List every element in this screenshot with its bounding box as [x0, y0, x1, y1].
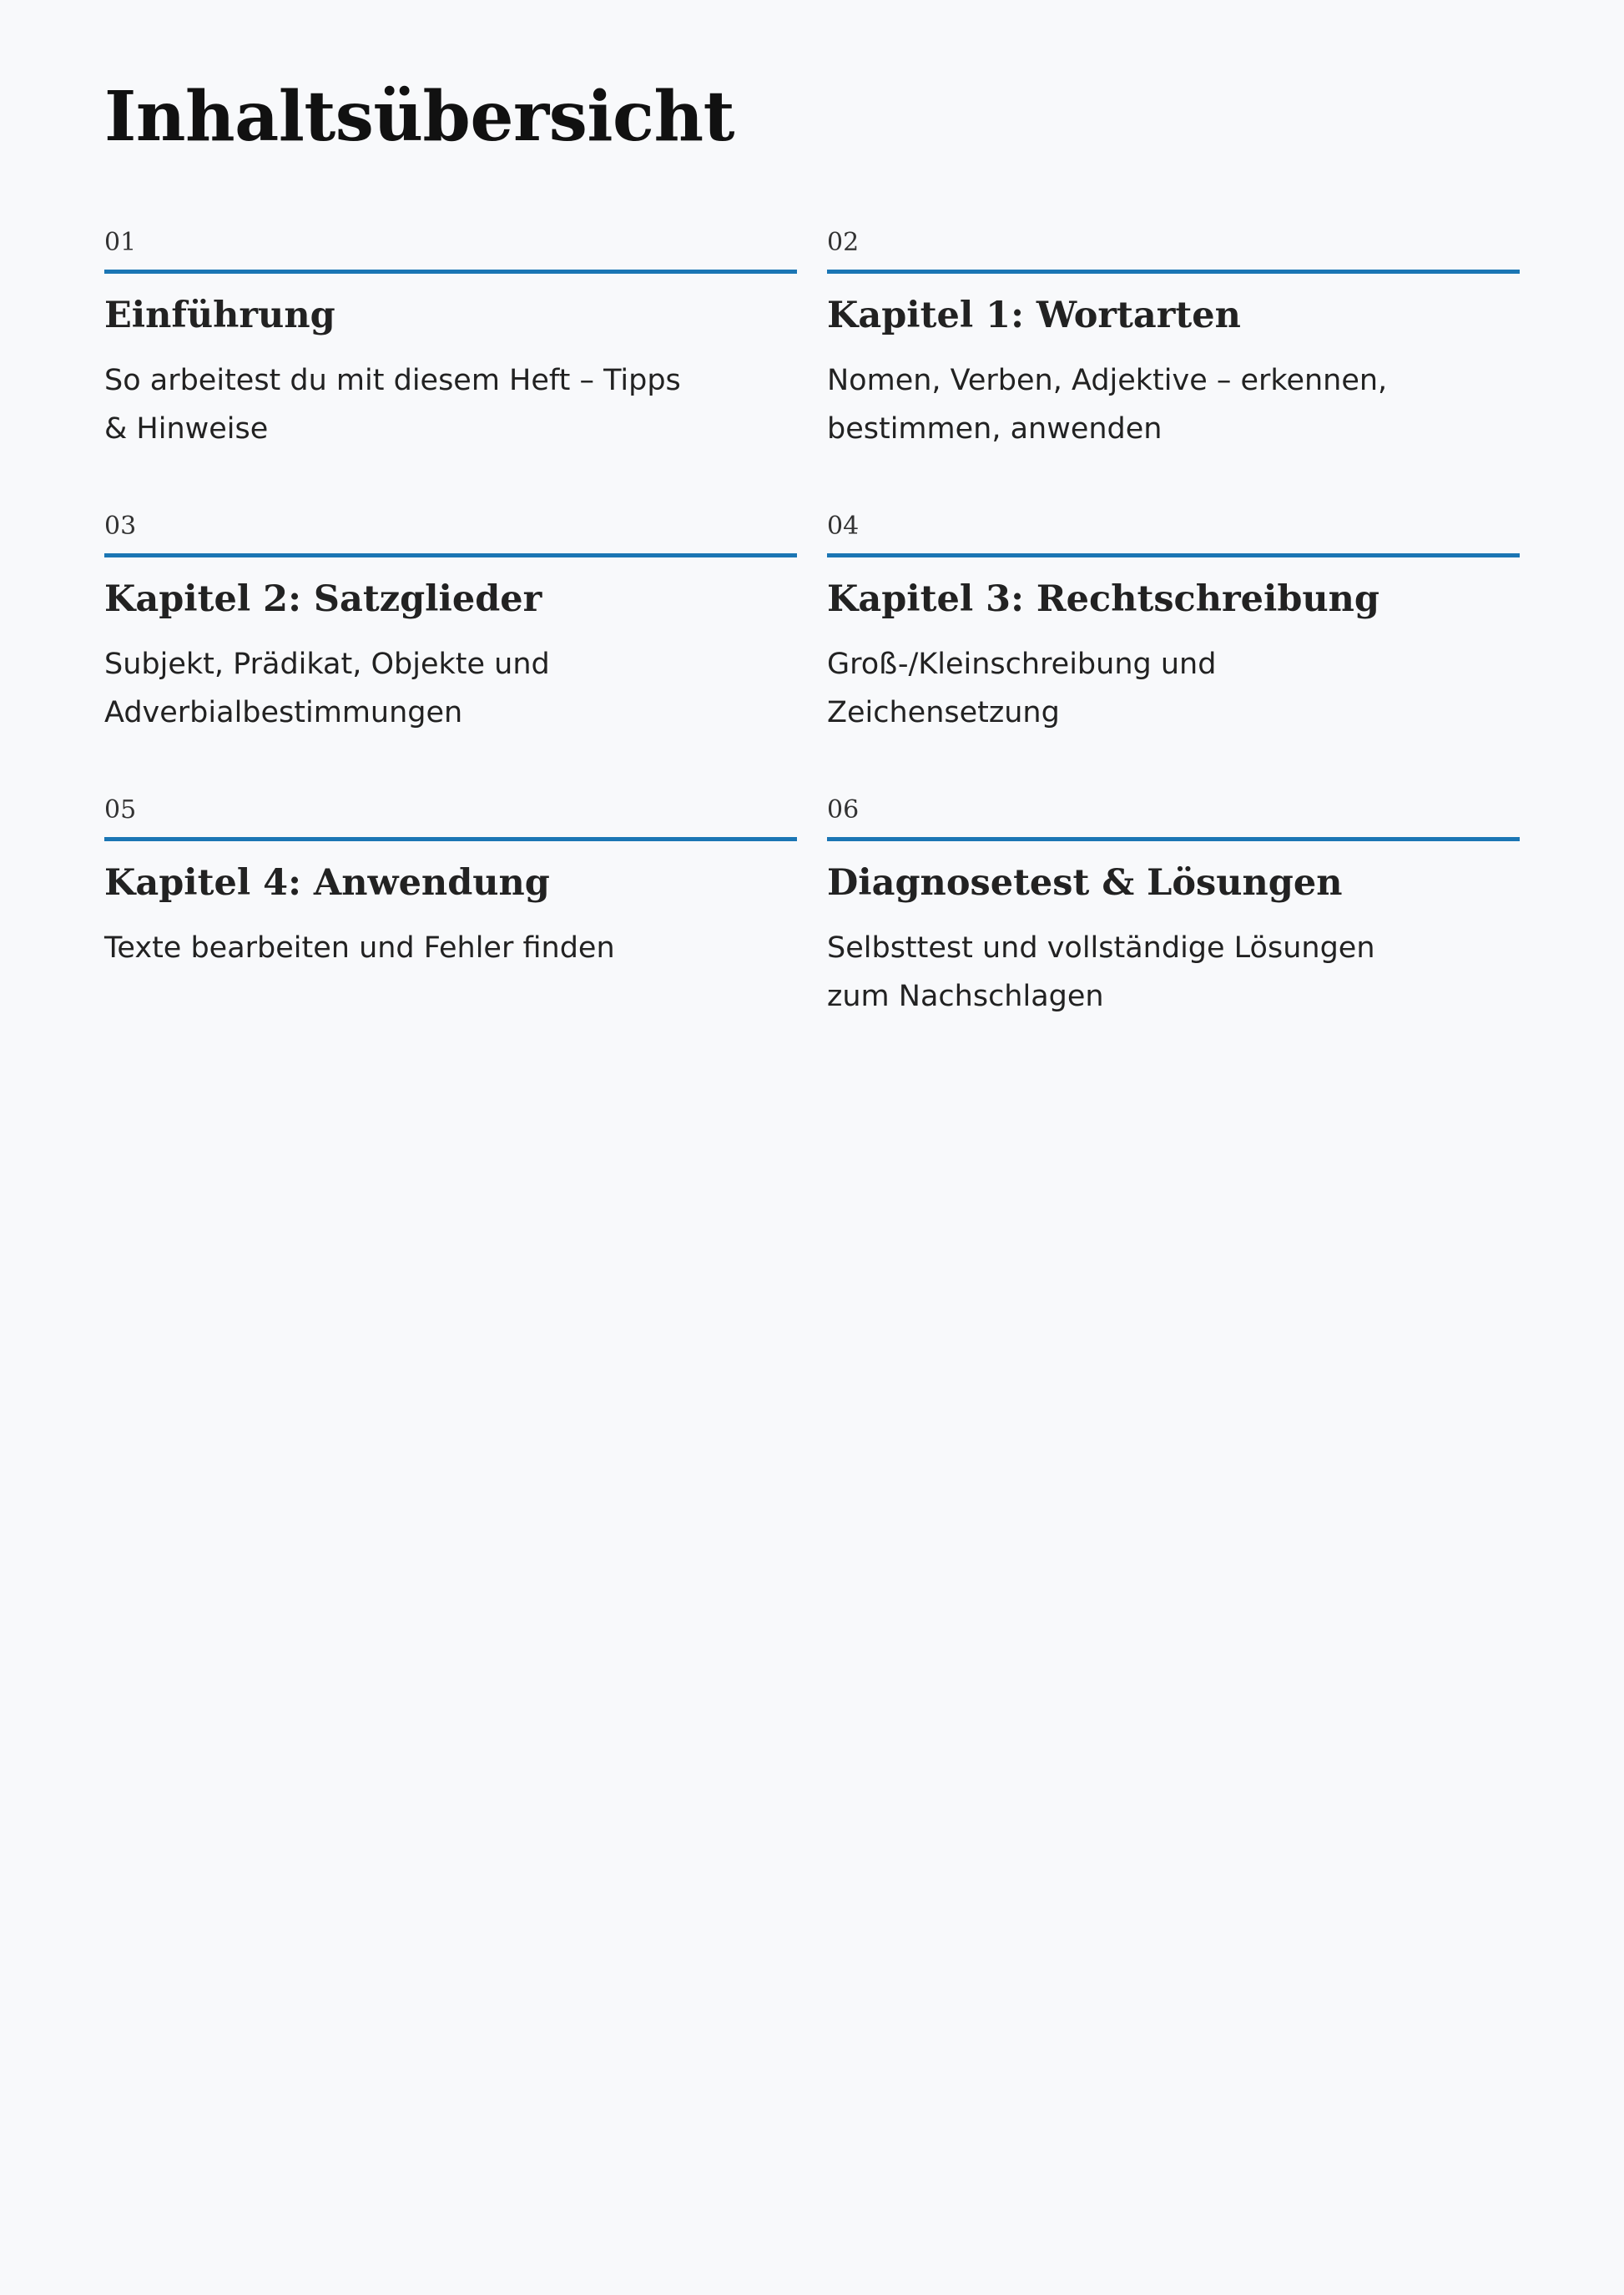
toc-entry-description: Subjekt, Prädikat, Objekte und Adverbialbestimmungen [104, 647, 550, 729]
toc-entry-number: 05 [104, 795, 797, 841]
toc-entry-05 [104, 795, 797, 1079]
toc-entry-03 [104, 512, 797, 795]
toc-entry-description: So arbeitest du mit diesem Heft – Tipps & Hinweise [104, 363, 681, 446]
table-of-contents [104, 228, 1520, 1079]
toc-entry-heading: Kapitel 4: Anwendung [104, 862, 550, 905]
toc-entry-01 [104, 228, 797, 512]
toc-entry-description: Texte bearbeiten und Fehler finden [104, 931, 615, 965]
toc-entry-number: 01 [104, 228, 797, 274]
document-page [104, 79, 1520, 1079]
toc-entry-heading: Kapitel 1: Wortarten [827, 295, 1241, 337]
toc-entry-heading: Kapitel 2: Satzglieder [104, 578, 542, 621]
toc-entry-heading: Diagnosetest & Lösungen [827, 862, 1343, 905]
toc-entry-heading: Kapitel 3: Rechtschreibung [827, 578, 1379, 621]
toc-entry-heading: Einführung [104, 295, 335, 337]
toc-entry-02 [827, 228, 1520, 512]
toc-entry-04 [827, 512, 1520, 795]
toc-entry-06 [827, 795, 1520, 1079]
toc-entry-description: Groß-/Kleinschreibung und Zeichensetzung [827, 647, 1217, 729]
toc-entry-description: Nomen, Verben, Adjektive – erkennen, bestimmen, anwenden [827, 363, 1388, 446]
page-title: Inhaltsübersicht [104, 77, 734, 157]
toc-entry-number: 04 [827, 512, 1520, 557]
toc-entry-number: 03 [104, 512, 797, 557]
toc-entry-number: 06 [827, 795, 1520, 841]
toc-entry-description: Selbsttest und vollständige Lösungen zum Nachschlagen [827, 931, 1375, 1013]
toc-entry-number: 02 [827, 228, 1520, 274]
